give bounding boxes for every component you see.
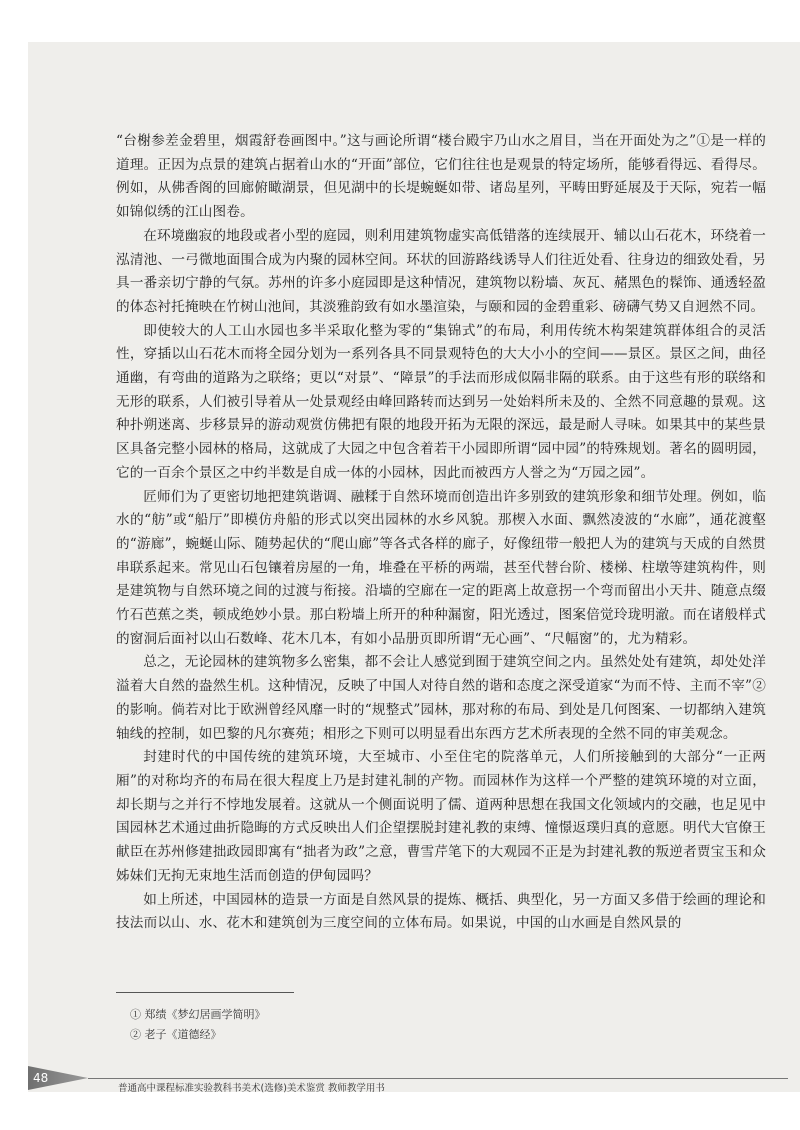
footnote-rule xyxy=(116,992,294,993)
paragraph-4: 匠师们为了更密切地把建筑谐调、融糅于自然环境而创造出许多别致的建筑形象和细节处理。例如，临水的“舫”或“船厅”即模仿舟船的形式以突出园林的水乡风貌。那楔入水面、飘然凌波的“水廊”，通花渡壑的“游廊”，蜿蜒山际、随势起伏的“爬山廊”等各式各样的廊子，好像纽带一般把人为的建筑与天成的自然贯串联系起来。常见山石包镶着房屋的一角，堆叠在平桥的两端，甚至代替台阶、楼梯、柱墩等建筑构件，则是建筑物与自然环境之间的过渡与衔接。沿墙的空廊在一定的距离上故意拐一个弯而留出小天井、随意点缀竹石芭蕉之类，顿成绝妙小景。那白粉墙上所开的种种漏窗，阳光透过，图案倍觉玲珑明澈。而在诸般样式的窗洞后面衬以山石数峰、花木几本，有如小品册页即所谓“无心画”、“尺幅窗”的，尤为精彩。 xyxy=(116,488,766,647)
paragraph-1: “台榭参差金碧里，烟霞舒卷画图中。”这与画论所谓“楼台殿宇乃山水之眉目，当在开面处为之”①是一样的道理。正因为点景的建筑占据着山水的“开面”部位，它们往往也是观景的特定场所，能够看得远、看得尽。例如，从佛香阁的回廊俯瞰湖景，但见湖中的长堤蜿蜒如带、诸岛星列，平畴田野延展及于天际，宛若一幅如锦似绣的江山图卷。 xyxy=(116,133,766,221)
paragraph-7: 如上所述，中国园林的造景一方面是自然风景的提炼、概括、典型化，另一方面又多借于绘画的理论和技法而以山、水、花木和建筑创为三度空间的立体布局。如果说，中国的山水画是自然风景的 xyxy=(116,891,766,932)
document-page xyxy=(28,42,800,1092)
footer-rule xyxy=(88,1078,788,1079)
footnote-2: ② 老子《道德经》 xyxy=(130,1028,222,1041)
paragraph-6: 封建时代的中国传统的建筑环境，大至城市、小至住宅的院落单元，人们所接触到的大部分“一正两厢”的对称均齐的布局在很大程度上乃是封建礼制的产物。而园林作为这样一个严整的建筑环境的对立面，却长期与之并行不悖地发展着。这就从一个侧面说明了儒、道两种思想在我国文化领域内的交融，也足见中国园林艺术通过曲折隐晦的方式反映出人们企望摆脱封建礼教的束缚、憧憬返璞归真的意愿。明代大官僚王献臣在苏州修建拙政园即寓有“拙者为政”之意，曹雪芹笔下的大观园不正是为封建礼教的叛逆者贾宝玉和众姊妹们无拘无束地生活而创造的伊甸园吗？ xyxy=(116,749,766,884)
footnotes xyxy=(130,1005,266,1045)
paragraph-5: 总之，无论园林的建筑物多么密集，都不会让人感觉到囿于建筑空间之内。虽然处处有建筑，却处处洋溢着大自然的盎然生机。这种情况，反映了中国人对待自然的谐和态度之深受道家“为而不恃、主而不宰”②的影响。倘若对比于欧洲曾经风靡一时的“规整式”园林，那对称的布局、到处是几何图案、一切都纳入建筑轴线的控制，如巴黎的凡尔赛苑；相形之下则可以明显看出东西方艺术所表现的全然不同的审美观念。 xyxy=(116,654,766,742)
footnote-1: ① 郑绩《梦幻居画学简明》 xyxy=(130,1008,266,1021)
paragraph-3: 即使较大的人工山水园也多半采取化整为零的“集锦式”的布局，利用传统木构架建筑群体组合的灵活性，穿插以山石花木而将全园分划为一系列各具不同景观特色的大大小小的空间——景区。景区之间，曲径通幽，有弯曲的道路为之联络；更以“对景”、“障景”的手法而形成似隔非隔的联系。由于这些有形的联络和无形的联系，人们被引导着从一处景观经由峰回路转而达到另一处始料所未及的、全然不同意趣的景观。这种扑朔迷离、步移景异的游动观赏仿佛把有限的地段开拓为无限的深远，最是耐人寻味。如果其中的某些景区具备完整小园林的格局，这就成了大园之中包含着若干小园即所谓“园中园”的特殊规划。著名的圆明园，它的一百余个景区之中约半数是自成一体的小园林，因此而被西方人誉之为“万园之园”。 xyxy=(116,322,766,481)
footer-title: 普通高中课程标准实验教科书美术(选修)美术鉴赏 教师教学用书 xyxy=(118,1083,385,1094)
page-number: 48 xyxy=(33,1071,49,1085)
body-text xyxy=(116,130,766,936)
paragraph-2: 在环境幽寂的地段或者小型的庭园，则利用建筑物虚实高低错落的连续展开、辅以山石花木，环绕着一泓清池、一弓微地面围合成为内聚的园林空间。环状的回游路线诱导人们往近处看、往身边的细致处看，另具一番亲切宁静的气氛。苏州的许多小庭园即是这种情况，建筑物以粉墙、灰瓦、赭黑色的髹饰、通透轻盈的体态衬托掩映在竹树山池间，其淡雅韵致有如水墨渲染，与颐和园的金碧重彩、磅礴气势又自迥然不同。 xyxy=(116,227,766,315)
